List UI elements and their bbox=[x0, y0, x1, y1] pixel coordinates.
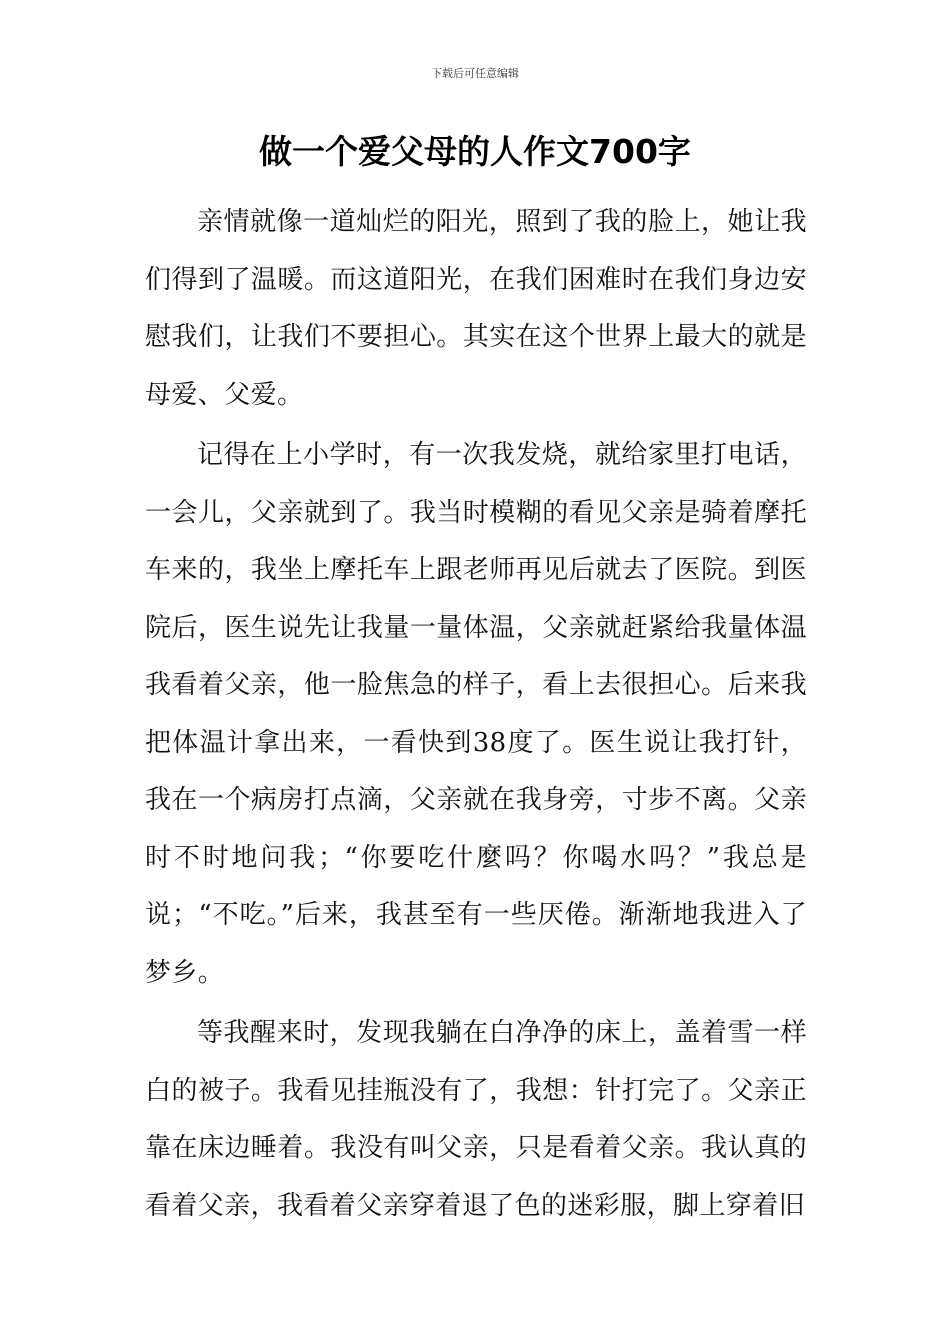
document-title: 做一个爱父母的人作文700字 bbox=[259, 132, 691, 171]
paragraph-2: 记得在上小学时，有一次我发烧，就给家里打电话，一会儿，父亲就到了。我当时模糊的看见父亲是骑着摩托车来的，我坐上摩托车上跟老师再见后就去了医院。到医院后，医生说先让我量一量体温，父亲就赶紧给我量体温我看着父亲，他一脸焦急的样子，看上去很担心。后来我把体温计拿出来，一看快到38度了。医生说让我打针，我在一个病房打点滴，父亲就在我身旁，寸步不离。父亲时不时地问我；“你要吃什麼吗？你喝水吗？”我总是说；“不吃。”后来，我甚至有一些厌倦。渐渐地我进入了梦乡。 bbox=[145, 440, 807, 988]
header-note: 下载后可任意编辑 bbox=[431, 67, 519, 80]
paragraph-3: 等我醒来时，发现我躺在白净净的床上，盖着雪一样白的被子。我看见挂瓶没有了，我想：针打完了。父亲正靠在床边睡着。我没有叫父亲，只是看着父亲。我认真的看着父亲，我看着父亲穿着退了色的迷彩服，脚上穿着旧 bbox=[145, 1018, 807, 1221]
document-body bbox=[145, 194, 807, 1238]
paragraph-1: 亲情就像一道灿烂的阳光，照到了我的脸上，她让我们得到了温暖。而这道阳光，在我们困难时在我们身边安慰我们，让我们不要担心。其实在这个世界上最大的就是母爱、父爱。 bbox=[145, 207, 807, 410]
